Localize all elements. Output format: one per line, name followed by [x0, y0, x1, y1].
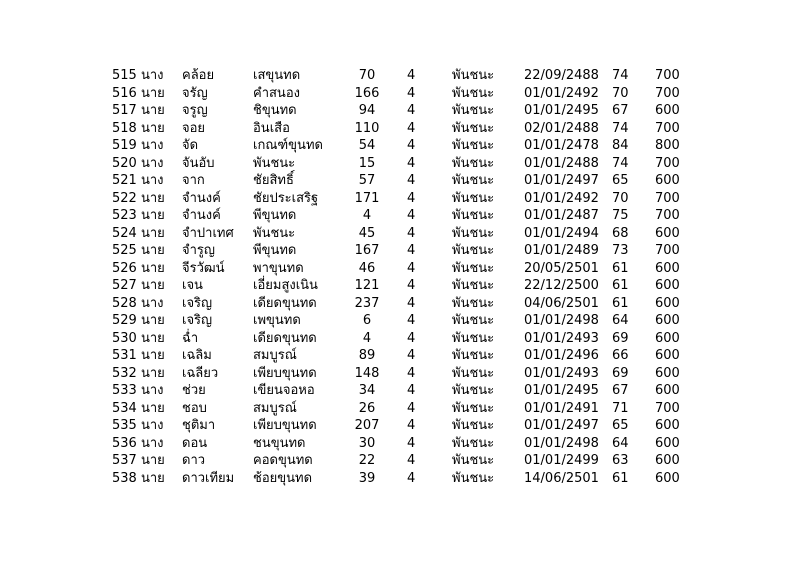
village-group: 4 — [407, 313, 416, 328]
village-group: 4 — [407, 173, 416, 188]
first-name: ดาว — [182, 453, 206, 468]
house-number: 45 — [358, 225, 376, 241]
birth-date: 01/01/2492 — [524, 190, 599, 206]
table-row — [0, 85, 800, 103]
record-number: 525 — [112, 243, 137, 258]
first-name: ดอน — [182, 435, 208, 451]
first-name: จำปาเทศ — [182, 225, 234, 241]
record-number: 536 — [112, 435, 137, 451]
village-group: 4 — [407, 295, 416, 311]
title-prefix: นาง — [141, 138, 164, 153]
village-group: 4 — [407, 138, 416, 153]
house-number: 6 — [362, 313, 372, 328]
first-name: จรัญ — [182, 85, 208, 101]
table-row — [0, 470, 800, 488]
village-name: พันชนะ — [452, 418, 495, 433]
record-number: 528 — [112, 295, 137, 311]
title-prefix: นาย — [141, 330, 165, 346]
table-row — [0, 400, 800, 418]
allowance-amount: 600 — [655, 278, 680, 293]
first-name: เจริญ — [182, 313, 213, 328]
age: 65 — [612, 173, 629, 188]
last-name: เดียดขุนทด — [253, 295, 317, 311]
table-row — [0, 67, 800, 85]
title-prefix: นาย — [141, 225, 165, 241]
age: 74 — [612, 68, 629, 83]
table-row — [0, 242, 800, 260]
allowance-amount: 600 — [655, 453, 680, 468]
house-number: 30 — [358, 435, 376, 451]
last-name: พีขุนทด — [253, 208, 297, 223]
village-group: 4 — [407, 400, 416, 416]
first-name: ช่วย — [182, 383, 206, 398]
birth-date: 01/01/2497 — [524, 173, 599, 188]
allowance-amount: 600 — [655, 103, 680, 118]
first-name: จันอับ — [182, 155, 215, 171]
allowance-amount: 600 — [655, 260, 680, 276]
birth-date: 01/01/2494 — [524, 225, 599, 241]
record-number: 531 — [112, 348, 137, 363]
house-number: 89 — [358, 348, 376, 363]
allowance-amount: 800 — [655, 138, 680, 153]
last-name: อินเสือ — [253, 120, 290, 136]
table-row — [0, 277, 800, 295]
age: 70 — [612, 85, 629, 101]
birth-date: 04/06/2501 — [524, 295, 599, 311]
age: 64 — [612, 313, 629, 328]
age: 69 — [612, 365, 629, 381]
allowance-amount: 600 — [655, 383, 680, 398]
last-name: คอดขุนทด — [253, 453, 313, 468]
age: 74 — [612, 155, 629, 171]
record-number: 526 — [112, 260, 137, 276]
title-prefix: นาย — [141, 103, 165, 118]
first-name: ดาวเทียม — [182, 470, 235, 486]
title-prefix: นาย — [141, 470, 165, 486]
last-name: เดียดขุนทด — [253, 330, 317, 346]
record-number: 518 — [112, 120, 137, 136]
title-prefix: นาง — [141, 155, 164, 171]
house-number: 148 — [354, 365, 380, 381]
allowance-amount: 700 — [655, 120, 680, 136]
last-name: เกณฑ์ขุนทด — [253, 138, 323, 153]
first-name: จำรูญ — [182, 243, 215, 258]
village-group: 4 — [407, 85, 416, 101]
village-group: 4 — [407, 225, 416, 241]
last-name: พีขุนทด — [253, 243, 297, 258]
village-name: พันชนะ — [452, 225, 495, 241]
table-row — [0, 207, 800, 225]
last-name: ชิขุนทด — [253, 103, 297, 118]
birth-date: 01/01/2496 — [524, 348, 599, 363]
title-prefix: นาย — [141, 85, 165, 101]
village-name: พันชนะ — [452, 470, 495, 486]
age: 65 — [612, 418, 629, 433]
first-name: จรูญ — [182, 103, 208, 118]
first-name: ฉ่ำ — [182, 330, 199, 346]
last-name: เอี่ยมสูงเนิน — [253, 278, 318, 293]
record-number: 537 — [112, 453, 137, 468]
village-group: 4 — [407, 418, 416, 433]
house-number: 46 — [358, 260, 376, 276]
birth-date: 01/01/2498 — [524, 313, 599, 328]
village-name: พันชนะ — [452, 138, 495, 153]
birth-date: 01/01/2499 — [524, 453, 599, 468]
village-name: พันชนะ — [452, 243, 495, 258]
title-prefix: นาย — [141, 243, 165, 258]
house-number: 39 — [358, 470, 376, 486]
village-name: พันชนะ — [452, 295, 495, 311]
last-name: สมบูรณ์ — [253, 348, 297, 363]
age: 69 — [612, 330, 629, 346]
birth-date: 01/01/2488 — [524, 155, 599, 171]
allowance-amount: 600 — [655, 348, 680, 363]
table-row — [0, 417, 800, 435]
house-number: 167 — [354, 243, 380, 258]
title-prefix: นาง — [141, 435, 164, 451]
title-prefix: นาย — [141, 190, 165, 206]
last-name: คำสนอง — [253, 85, 300, 101]
records-table — [0, 67, 800, 487]
title-prefix: นาย — [141, 278, 165, 293]
last-name: พันชนะ — [253, 225, 296, 241]
village-name: พันชนะ — [452, 260, 495, 276]
table-row — [0, 435, 800, 453]
birth-date: 01/01/2493 — [524, 365, 599, 381]
last-name: เพียบขุนทด — [253, 365, 317, 381]
birth-date: 01/01/2497 — [524, 418, 599, 433]
age: 70 — [612, 190, 629, 206]
house-number: 207 — [354, 418, 380, 433]
last-name: ชัยประเสริฐ — [253, 190, 319, 206]
table-row — [0, 190, 800, 208]
village-group: 4 — [407, 365, 416, 381]
first-name: เฉลียว — [182, 365, 219, 381]
birth-date: 01/01/2491 — [524, 400, 599, 416]
village-name: พันชนะ — [452, 190, 495, 206]
age: 67 — [612, 103, 629, 118]
village-name: พันชนะ — [452, 173, 495, 188]
house-number: 4 — [362, 208, 372, 223]
allowance-amount: 700 — [655, 68, 680, 83]
last-name: สมบูรณ์ — [253, 400, 297, 416]
age: 71 — [612, 400, 629, 416]
village-name: พันชนะ — [452, 68, 495, 83]
first-name: เจน — [182, 278, 203, 293]
village-group: 4 — [407, 190, 416, 206]
title-prefix: นาง — [141, 418, 164, 433]
house-number: 171 — [354, 190, 380, 206]
village-name: พันชนะ — [452, 313, 495, 328]
house-number: 4 — [362, 330, 372, 346]
house-number: 57 — [358, 173, 376, 188]
age: 61 — [612, 295, 629, 311]
age: 63 — [612, 453, 629, 468]
age: 64 — [612, 435, 629, 451]
birth-date: 01/01/2495 — [524, 383, 599, 398]
village-group: 4 — [407, 453, 416, 468]
birth-date: 22/09/2488 — [524, 68, 599, 83]
first-name: ชุติมา — [182, 418, 216, 433]
record-number: 524 — [112, 225, 137, 241]
title-prefix: นาย — [141, 120, 165, 136]
village-name: พันชนะ — [452, 383, 495, 398]
house-number: 166 — [354, 85, 380, 101]
village-name: พันชนะ — [452, 208, 495, 223]
last-name: พาขุนทด — [253, 260, 304, 276]
allowance-amount: 600 — [655, 313, 680, 328]
last-name: ชัยสิทธิ์ — [253, 173, 294, 188]
first-name: จีรวัฒน์ — [182, 260, 225, 276]
birth-date: 01/01/2487 — [524, 208, 599, 223]
village-name: พันชนะ — [452, 120, 495, 136]
birth-date: 01/01/2493 — [524, 330, 599, 346]
village-group: 4 — [407, 278, 416, 293]
village-group: 4 — [407, 470, 416, 486]
allowance-amount: 600 — [655, 330, 680, 346]
village-group: 4 — [407, 208, 416, 223]
allowance-amount: 600 — [655, 225, 680, 241]
table-row — [0, 347, 800, 365]
table-row — [0, 312, 800, 330]
record-number: 520 — [112, 155, 137, 171]
birth-date: 01/01/2492 — [524, 85, 599, 101]
allowance-amount: 700 — [655, 155, 680, 171]
birth-date: 01/01/2489 — [524, 243, 599, 258]
allowance-amount: 700 — [655, 85, 680, 101]
table-row — [0, 382, 800, 400]
table-row — [0, 295, 800, 313]
allowance-amount: 600 — [655, 418, 680, 433]
age: 61 — [612, 260, 629, 276]
record-number: 523 — [112, 208, 137, 223]
first-name: จำนงค์ — [182, 208, 221, 223]
first-name: จอย — [182, 120, 206, 136]
record-number: 535 — [112, 418, 137, 433]
title-prefix: นาง — [141, 173, 164, 188]
last-name: พันชนะ — [253, 155, 296, 171]
house-number: 15 — [358, 155, 376, 171]
title-prefix: นาย — [141, 348, 165, 363]
house-number: 121 — [354, 278, 380, 293]
village-group: 4 — [407, 243, 416, 258]
house-number: 237 — [354, 295, 380, 311]
village-name: พันชนะ — [452, 365, 495, 381]
birth-date: 14/06/2501 — [524, 470, 599, 486]
age: 67 — [612, 383, 629, 398]
first-name: คล้อย — [182, 68, 215, 83]
birth-date: 22/12/2500 — [524, 278, 599, 293]
village-group: 4 — [407, 68, 416, 83]
allowance-amount: 700 — [655, 400, 680, 416]
title-prefix: นาย — [141, 365, 165, 381]
birth-date: 20/05/2501 — [524, 260, 599, 276]
age: 74 — [612, 120, 629, 136]
house-number: 22 — [358, 453, 376, 468]
title-prefix: นาย — [141, 208, 165, 223]
record-number: 529 — [112, 313, 137, 328]
record-number: 532 — [112, 365, 137, 381]
first-name: จาก — [182, 173, 205, 188]
title-prefix: นาย — [141, 313, 165, 328]
last-name: ช้อยขุนทด — [253, 470, 313, 486]
house-number: 94 — [358, 103, 376, 118]
title-prefix: นาง — [141, 295, 164, 311]
record-number: 515 — [112, 68, 137, 83]
allowance-amount: 600 — [655, 295, 680, 311]
allowance-amount: 600 — [655, 435, 680, 451]
village-name: พันชนะ — [452, 103, 495, 118]
house-number: 34 — [358, 383, 376, 398]
table-row — [0, 102, 800, 120]
last-name: เพียบขุนทด — [253, 418, 317, 433]
village-group: 4 — [407, 103, 416, 118]
house-number: 110 — [354, 120, 380, 136]
record-number: 519 — [112, 138, 137, 153]
title-prefix: นาง — [141, 383, 164, 398]
village-group: 4 — [407, 435, 416, 451]
village-name: พันชนะ — [452, 155, 495, 171]
table-row — [0, 260, 800, 278]
birth-date: 01/01/2478 — [524, 138, 599, 153]
table-row — [0, 330, 800, 348]
record-number: 521 — [112, 173, 137, 188]
village-group: 4 — [407, 348, 416, 363]
village-name: พันชนะ — [452, 435, 495, 451]
house-number: 26 — [358, 400, 376, 416]
record-number: 533 — [112, 383, 137, 398]
village-group: 4 — [407, 383, 416, 398]
village-name: พันชนะ — [452, 453, 495, 468]
village-name: พันชนะ — [452, 330, 495, 346]
record-number: 517 — [112, 103, 137, 118]
record-number: 527 — [112, 278, 137, 293]
allowance-amount: 700 — [655, 190, 680, 206]
first-name: จัด — [182, 138, 199, 153]
first-name: เจริญ — [182, 295, 213, 311]
title-prefix: นาง — [141, 68, 164, 83]
table-row — [0, 120, 800, 138]
age: 84 — [612, 138, 629, 153]
allowance-amount: 600 — [655, 365, 680, 381]
title-prefix: นาย — [141, 453, 165, 468]
house-number: 70 — [358, 68, 376, 83]
table-row — [0, 155, 800, 173]
last-name: เพขุนทด — [253, 313, 301, 328]
last-name: ชนขุนทด — [253, 435, 306, 451]
village-group: 4 — [407, 330, 416, 346]
birth-date: 02/01/2488 — [524, 120, 599, 136]
record-number: 530 — [112, 330, 137, 346]
table-row — [0, 365, 800, 383]
first-name: จำนงค์ — [182, 190, 221, 206]
allowance-amount: 600 — [655, 173, 680, 188]
age: 61 — [612, 278, 629, 293]
age: 75 — [612, 208, 629, 223]
village-name: พันชนะ — [452, 400, 495, 416]
record-number: 522 — [112, 190, 137, 206]
record-number: 534 — [112, 400, 137, 416]
record-number: 538 — [112, 470, 137, 486]
first-name: เฉลิม — [182, 348, 212, 363]
table-row — [0, 172, 800, 190]
record-number: 516 — [112, 85, 137, 101]
age: 66 — [612, 348, 629, 363]
title-prefix: นาย — [141, 400, 165, 416]
first-name: ชอบ — [182, 400, 207, 416]
age: 68 — [612, 225, 629, 241]
village-name: พันชนะ — [452, 85, 495, 101]
title-prefix: นาย — [141, 260, 165, 276]
age: 61 — [612, 470, 629, 486]
village-group: 4 — [407, 260, 416, 276]
age: 73 — [612, 243, 629, 258]
allowance-amount: 600 — [655, 470, 680, 486]
table-row — [0, 225, 800, 243]
table-row — [0, 452, 800, 470]
house-number: 54 — [358, 138, 376, 153]
village-name: พันชนะ — [452, 348, 495, 363]
last-name: เขียนจอหอ — [253, 383, 315, 398]
village-group: 4 — [407, 120, 416, 136]
table-row — [0, 137, 800, 155]
allowance-amount: 700 — [655, 208, 680, 223]
birth-date: 01/01/2495 — [524, 103, 599, 118]
last-name: เสขุนทด — [253, 68, 301, 83]
village-name: พันชนะ — [452, 278, 495, 293]
village-group: 4 — [407, 155, 416, 171]
allowance-amount: 700 — [655, 243, 680, 258]
birth-date: 01/01/2498 — [524, 435, 599, 451]
